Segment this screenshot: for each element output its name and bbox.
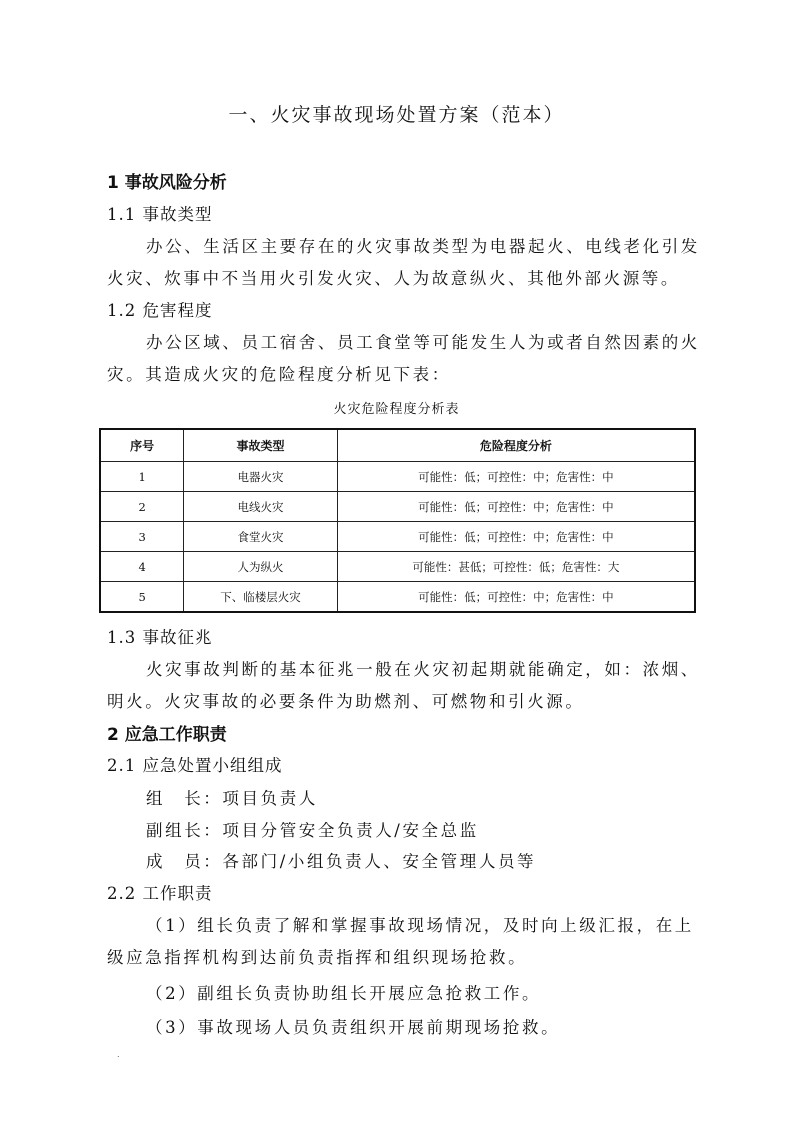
table-header-cell: 事故类型 [184,429,338,462]
table-caption: 火灾危险程度分析表 [333,402,460,417]
table-cell: 可能性：低；可控性：中；危害性：中 [337,582,695,613]
table-header-row [100,429,695,462]
page-title: 一、火灾事故现场处置方案（范本） [228,104,565,126]
table-cell: 人为纵火 [184,552,338,582]
section-1-1-paragraph-line1: 办公、生活区主要存在的火灾事故类型为电器起火、电线老化引发 [146,237,700,256]
section-1-3-paragraph-line2: 明火。火灾事故的必要条件为助燃剂、可燃物和引火源。 [107,692,585,711]
table-cell: 2 [100,492,184,522]
section-1-2-paragraph-line1: 办公区域、员工宿舍、员工食堂等可能发生人为或者自然因素的火 [146,333,700,352]
table-cell: 可能性：低；可控性：中；危害性：中 [337,522,695,552]
section-1-2-heading: 1.2 危害程度 [107,301,213,320]
table-cell: 电器火灾 [184,462,338,492]
table-cell: 可能性：低；可控性：中；危害性：中 [337,492,695,522]
team-members-line: 成 员：各部门/小组负责人、安全管理人员等 [146,852,537,871]
team-deputy-line: 副组长：项目分管安全负责人/安全总监 [146,821,479,840]
table-header-cell: 序号 [100,429,184,462]
table-cell: 可能性：低；可控性：中；危害性：中 [337,462,695,492]
duty-3-line: （3）事故现场人员负责组织开展前期现场抢救。 [146,1018,561,1037]
table-header-cell: 危险程度分析 [337,429,695,462]
table-cell: 5 [100,582,184,613]
section-1-3-heading: 1.3 事故征兆 [107,628,213,647]
section-1-2-paragraph-line2: 灾。其造成火灾的危险程度分析见下表： [107,365,451,384]
section-2-heading: 2 应急工作职责 [107,725,227,745]
table-cell: 4 [100,552,184,582]
table-row [100,582,695,613]
duty-1-line2: 级应急指挥机构到达前负责指挥和组织现场抢救。 [107,948,528,967]
risk-table [99,428,696,613]
footer-mark: . [117,1050,120,1059]
team-leader-line: 组 长：项目负责人 [146,789,318,808]
table-cell: 3 [100,522,184,552]
table-cell: 食堂火灾 [184,522,338,552]
table-cell: 可能性：甚低；可控性：低；危害性：大 [337,552,695,582]
table-cell: 下、临楼层火灾 [184,582,338,613]
table-cell: 1 [100,462,184,492]
duty-1-line1: （1）组长负责了解和掌握事故现场情况，及时向上级汇报，在上 [146,916,694,935]
duty-2-line: （2）副组长负责协助组长开展应急抢救工作。 [146,984,542,1003]
section-1-heading: 1 事故风险分析 [107,173,227,193]
section-1-1-paragraph-line2: 火灾、炊事中不当用火引发火灾、人为故意纵火、其他外部火源等。 [107,269,680,288]
section-2-2-heading: 2.2 工作职责 [107,884,213,903]
table-row [100,462,695,492]
section-1-1-heading: 1.1 事故类型 [107,205,213,224]
table-row [100,492,695,522]
table-cell: 电线火灾 [184,492,338,522]
table-row [100,522,695,552]
section-1-3-paragraph-line1: 火灾事故判断的基本征兆一般在火灾初起期就能确定，如：浓烟、 [146,660,700,679]
table-row [100,552,695,582]
section-2-1-heading: 2.1 应急处置小组组成 [107,756,283,775]
